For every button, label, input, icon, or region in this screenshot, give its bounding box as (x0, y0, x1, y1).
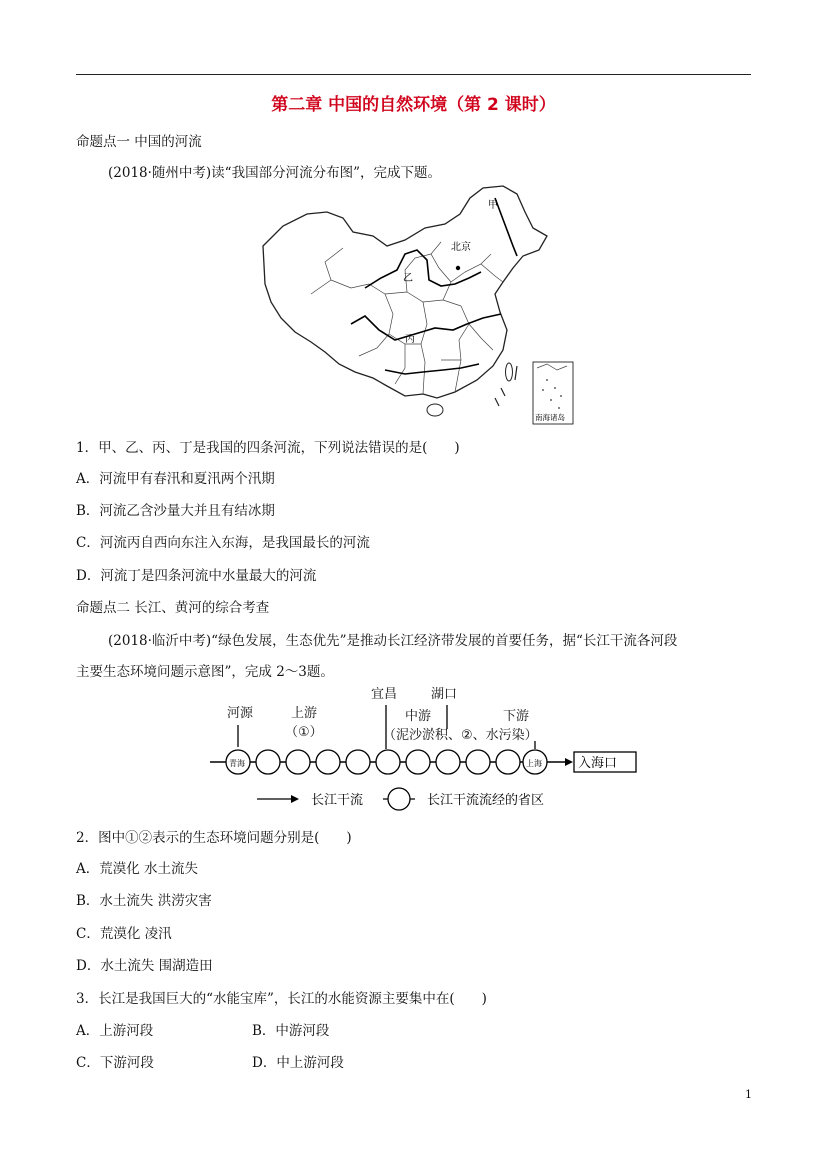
q1-stem: 1．甲、乙、丙、丁是我国的四条河流，下列说法错误的是( ) (76, 440, 460, 456)
legend-arrow-label: 长江干流 (311, 793, 364, 808)
yangtze-diagram (205, 683, 645, 813)
q1-option-d: D．河流丁是四条河流中水量最大的河流 (76, 568, 317, 584)
label-shangyou-note: （①） (285, 725, 323, 740)
province-circle (406, 750, 430, 774)
label-xiayou: 下游 (503, 709, 530, 724)
province-circle (346, 750, 370, 774)
province-circle (286, 750, 310, 774)
q1-option-b: B．河流乙含沙量大并且有结冰期 (76, 503, 275, 519)
q3-option-b: B．中游河段 (252, 1023, 330, 1039)
section2-intro-line2: 主要生态环境问题示意图”，完成 2～3题。 (76, 664, 334, 680)
q2-option-b: B．水土流失 洪涝灾害 (76, 893, 212, 909)
q3-option-c: C．下游河段 (76, 1055, 154, 1071)
q2-stem: 2．图中①②表示的生态环境问题分别是( ) (76, 830, 352, 846)
q1-option-c: C．河流丙自西向东注入东海，是我国最长的河流 (76, 535, 370, 551)
q1-option-a: A．河流甲有春汛和夏汛两个汛期 (76, 471, 275, 487)
label-shanghai: 上海 (526, 759, 542, 768)
china-river-map (255, 184, 577, 426)
legend-circle (388, 788, 410, 810)
legend-circle-label: 长江干流流经的省区 (427, 793, 545, 808)
label-jia: 甲 (488, 200, 498, 211)
beijing-marker (456, 266, 460, 270)
province-circle (256, 750, 280, 774)
label-bing: 丙 (405, 334, 415, 345)
province-circle (436, 750, 460, 774)
label-shangyou: 上游 (291, 706, 318, 721)
province-circle (316, 750, 340, 774)
label-qinghai: 青海 (229, 759, 245, 768)
q2-option-a: A．荒漠化 水土流失 (76, 861, 199, 877)
label-zhongyou-note: （泥沙淤积、②、水污染） (383, 728, 538, 743)
province-circle (376, 750, 400, 774)
label-yi: 乙 (403, 273, 413, 284)
section2-intro-line1: (2018·临沂中考)“绿色发展，生态优先”是推动长江经济带发展的首要任务，据“长江干流各河段 (108, 633, 678, 649)
label-yichang: 宜昌 (371, 687, 398, 702)
label-hukou: 湖口 (431, 687, 458, 702)
label-zhongyou: 中游 (405, 709, 432, 724)
page-number: 1 (745, 1088, 752, 1101)
page-title: 第二章 中国的自然环境（第 2 课时） (271, 95, 556, 115)
label-heyuan: 河源 (227, 706, 254, 721)
q3-option-a: A．上游河段 (76, 1023, 154, 1039)
q2-option-d: D．水土流失 围湖造田 (76, 958, 213, 974)
section1-intro: (2018·随州中考)读“我国部分河流分布图”，完成下题。 (108, 165, 441, 181)
label-estuary: 入海口 (578, 756, 618, 771)
q2-option-c: C．荒漠化 凌汛 (76, 926, 172, 942)
section1-heading: 命题点一 中国的河流 (76, 134, 202, 150)
label-beijing: 北京 (451, 242, 471, 253)
q3-option-d: D．中上游河段 (252, 1055, 344, 1071)
province-circle (496, 750, 520, 774)
taiwan-island (506, 363, 513, 381)
q3-stem: 3．长江是我国巨大的“水能宝库”，长江的水能资源主要集中在( ) (76, 991, 487, 1007)
section2-heading: 命题点二 长江、黄河的综合考查 (76, 600, 270, 616)
header-rule (76, 74, 751, 75)
inset-label: 南海诸岛 (535, 413, 565, 422)
hainan-island (427, 404, 443, 416)
province-circle (466, 750, 490, 774)
